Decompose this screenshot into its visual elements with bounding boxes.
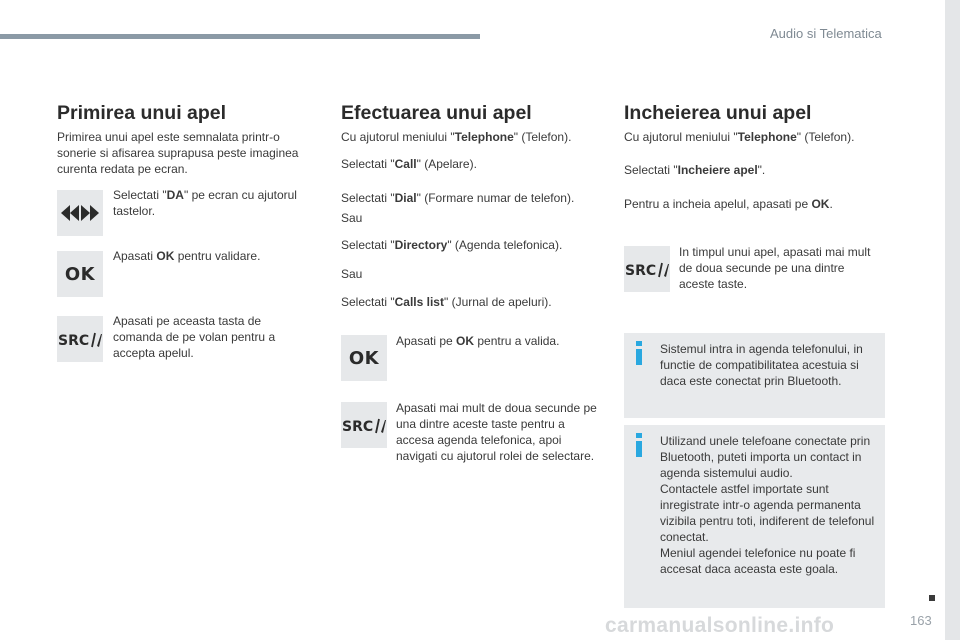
- continuation-marker: [929, 595, 935, 601]
- text-line: Cu ajutorul meniului "Telephone" (Telefon).: [624, 130, 855, 144]
- section-title: Efectuarea unui apel: [341, 102, 532, 124]
- info-icon: [636, 433, 642, 457]
- page-number: 163: [910, 613, 932, 628]
- info-icon: [636, 341, 642, 365]
- info-text: Sistemul intra in agenda telefonului, in functie de compatibilitatea acestuia si daca este conectat prin Bluetooth.: [660, 342, 863, 388]
- info-text: Utilizand unele telefoane conectate prin Bluetooth, puteti importa un contact in agenda sistemului audio. Contactele astfel importate sunt inregistrate intr-o agenda permanenta vizibila pentru toti, indiferent de telefonul conectat. Meniul agendei telefonice nu poate fi accesat daca aceasta este goala.: [660, 434, 875, 576]
- text-line: Selectati "Directory" (Agenda telefonica).: [341, 238, 563, 252]
- text-line: Pentru a incheia apelul, apasati pe OK.: [624, 197, 833, 211]
- text-line: Sau: [341, 267, 363, 281]
- text-line: Selectati "Calls list" (Jurnal de apeluri).: [341, 295, 552, 309]
- info-box: [624, 425, 885, 608]
- text-line: Selectati "Dial" (Formare numar de telefon).: [341, 191, 575, 205]
- page-edge-strip: [945, 0, 960, 640]
- section-title: Primirea unui apel: [57, 102, 227, 124]
- intro-text: Primirea unui apel este semnalata printr-o sonerie si afisarea suprapusa peste imaginea curenta redata pe ecran.: [57, 130, 299, 176]
- text-line: Selectati "Call" (Apelare).: [341, 157, 477, 171]
- header-title: Audio si Telematica: [770, 26, 882, 41]
- text-line: Sau: [341, 211, 363, 225]
- instruction-text: Apasati mai mult de doua secunde pe una dintre aceste taste pentru a accesa agenda telefonica, apoi navigati cu ajutorul rolei de selectare.: [396, 401, 597, 463]
- seek-arrows-icon: [57, 190, 103, 236]
- section-title: Incheierea unui apel: [624, 102, 812, 124]
- info-box: [624, 333, 885, 418]
- src-label: SRC: [58, 333, 90, 348]
- text-line: Selectati "Incheiere apel".: [624, 163, 766, 177]
- text-line: Cu ajutorul meniului "Telephone" (Telefon).: [341, 130, 572, 144]
- ok-button-icon: OK: [341, 335, 387, 381]
- src-label: SRC: [342, 419, 374, 434]
- src-phone-button-icon: [624, 246, 670, 292]
- instruction-text: In timpul unui apel, apasati mai mult de doua secunde pe una dintre aceste taste.: [679, 245, 871, 291]
- instruction-text: Apasati OK pentru validare.: [113, 249, 261, 263]
- instruction-text: Selectati "DA" pe ecran cu ajutorul tastelor.: [113, 188, 297, 218]
- watermark: carmanualsonline.info: [605, 614, 835, 637]
- src-label: SRC: [625, 263, 657, 278]
- src-phone-button-icon: [341, 402, 387, 448]
- instruction-text: Apasati pe aceasta tasta de comanda de pe volan pentru a accepta apelul.: [113, 314, 276, 360]
- instruction-text: Apasati pe OK pentru a valida.: [396, 334, 560, 348]
- header-rule: [0, 34, 480, 39]
- ok-button-icon: OK: [57, 251, 103, 297]
- src-phone-button-icon: [57, 316, 103, 362]
